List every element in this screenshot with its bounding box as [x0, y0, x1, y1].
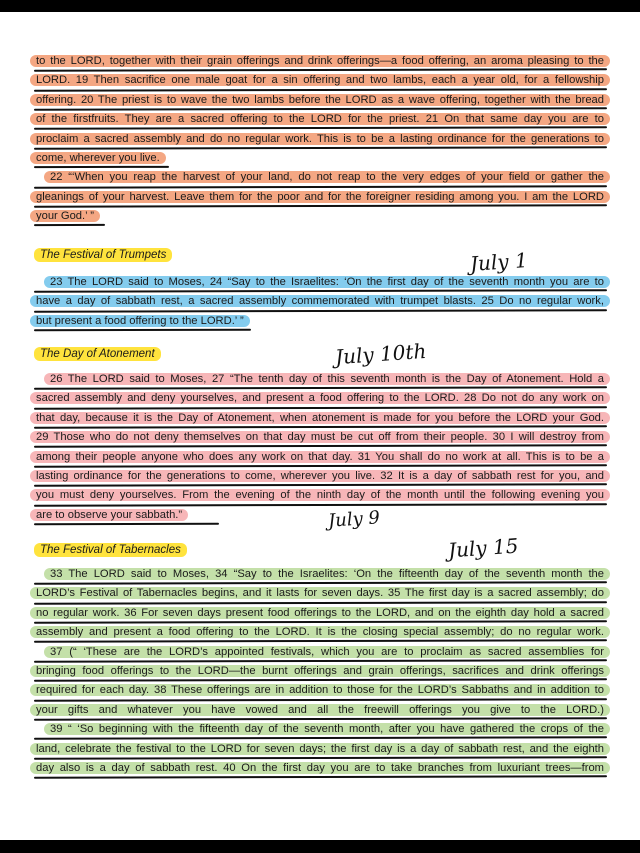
text-line: you must deny yourselves. From the evening of the ninth day of the month until the following evening you [36, 486, 604, 505]
text-line: LORD’s Festival of Tabernacles begins, and it lasts for seven days. 35 The first day is a sacred assembly; do [36, 584, 604, 603]
text-line: of the firstfruits. They are a sacred offering to the LORD for the priest. 21 On that same day you are to [36, 110, 604, 129]
text-line: are to observe your sabbath.” [36, 506, 216, 525]
text-line: 22 “‘When you reap the harvest of your land, do not reap to the very edges of your field or gather the [36, 168, 604, 187]
top-black-bar [0, 0, 640, 12]
text-line: that day, because it is the Day of Atonement, when atonement is made for you before the LORD your God. [36, 409, 604, 428]
heading-festival-of-tabernacles: The Festival of Tabernacles [34, 543, 187, 557]
text-line: bringing food offerings to the LORD—the burnt offerings and grain offerings, sacrifices and drink offerings [36, 662, 604, 681]
text-line: assembly and present a food offering to the LORD. It is the closing special assembly; do no regular work. [36, 623, 604, 642]
handwritten-note-july-15: July 15 [447, 533, 520, 563]
text-line: offering. 20 The priest is to wave the two lambs before the LORD as a wave offering, together with the bread [36, 91, 604, 110]
text-line: among their people anyone who does any work on that day. 31 You shall do no work at all. This is to be a [36, 448, 604, 467]
text-line: your gifts and whatever you have vowed and all the freewill offerings you give to the LORD.) [36, 701, 604, 720]
text-line: LORD. 19 Then sacrifice one male goat for a sin offering and two lambs, each a year old, for a fellowship [36, 71, 604, 90]
text-line: proclaim a sacred assembly and do no regular work. This is to be a lasting ordinance for the generations to [36, 130, 604, 149]
heading-festival-of-trumpets: The Festival of Trumpets [34, 248, 172, 262]
text-line: 26 The LORD said to Moses, 27 “The tenth day of this seventh month is the Day of Atonement. Hold a [36, 370, 604, 389]
text-line: lasting ordinance for the generations to come, wherever you live. 32 It is a day of sabbath rest for you, and [36, 467, 604, 486]
text-line: to the LORD, together with their grain offerings and drink offerings—a food offering, an aroma pleasing to the [36, 52, 604, 71]
text-line: land, celebrate the festival to the LORD for seven days; the first day is a day of sabbath rest, and the eighth [36, 740, 604, 759]
text-line: required for each day. 38 These offerings are in addition to those for the LORD’s Sabbaths and in addition to [36, 681, 604, 700]
text-line: 29 Those who do not deny themselves on that day must be cut off from their people. 30 I will destroy from [36, 428, 604, 447]
text-line: 37 (“ ‘These are the LORD’s appointed festivals, which you are to proclaim as sacred assemblies for [36, 643, 604, 662]
bottom-black-bar [0, 840, 640, 853]
handwritten-note-july-10th: July 10th [334, 338, 428, 370]
text-line: but present a food offering to the LORD.’ ” [36, 312, 248, 331]
text-line: your God.’ ” [36, 207, 102, 226]
handwritten-note-july-1: July 1 [469, 248, 529, 276]
text-line: 23 The LORD said to Moses, 24 “Say to the Israelites: ‘On the first day of the seventh month you are to [36, 273, 604, 292]
heading-day-of-atonement: The Day of Atonement [34, 347, 161, 361]
text-line: sacred assembly and deny yourselves, and present a food offering to the LORD. 28 Do not do any work on [36, 389, 604, 408]
section-offerings [36, 52, 604, 227]
text-line: have a day of sabbath rest, a sacred assembly commemorated with trumpet blasts. 25 Do no regular work, [36, 292, 604, 311]
text-line: come, wherever you live. [36, 149, 166, 168]
handwritten-note-july-9: July 9 [327, 507, 381, 532]
text-line: 33 The LORD said to Moses, 34 “Say to the Israelites: ‘On the fifteenth day of the seventh month the [36, 565, 604, 584]
text-line: day also is a day of sabbath rest. 40 On the first day you are to take branches from luxuriant trees—from [36, 759, 604, 778]
section-trumpets [36, 273, 604, 331]
section-atonement [36, 370, 604, 525]
text-line: no regular work. 36 For seven days present food offerings to the LORD, and on the eighth day hold a sacred [36, 604, 604, 623]
section-tabernacles [36, 565, 604, 778]
text-line: gleanings of your harvest. Leave them for the poor and for the foreigner residing among you. I am the LORD [36, 188, 604, 207]
text-line: 39 “ ‘So beginning with the fifteenth day of the seventh month, after you have gathered the crops of the [36, 720, 604, 739]
